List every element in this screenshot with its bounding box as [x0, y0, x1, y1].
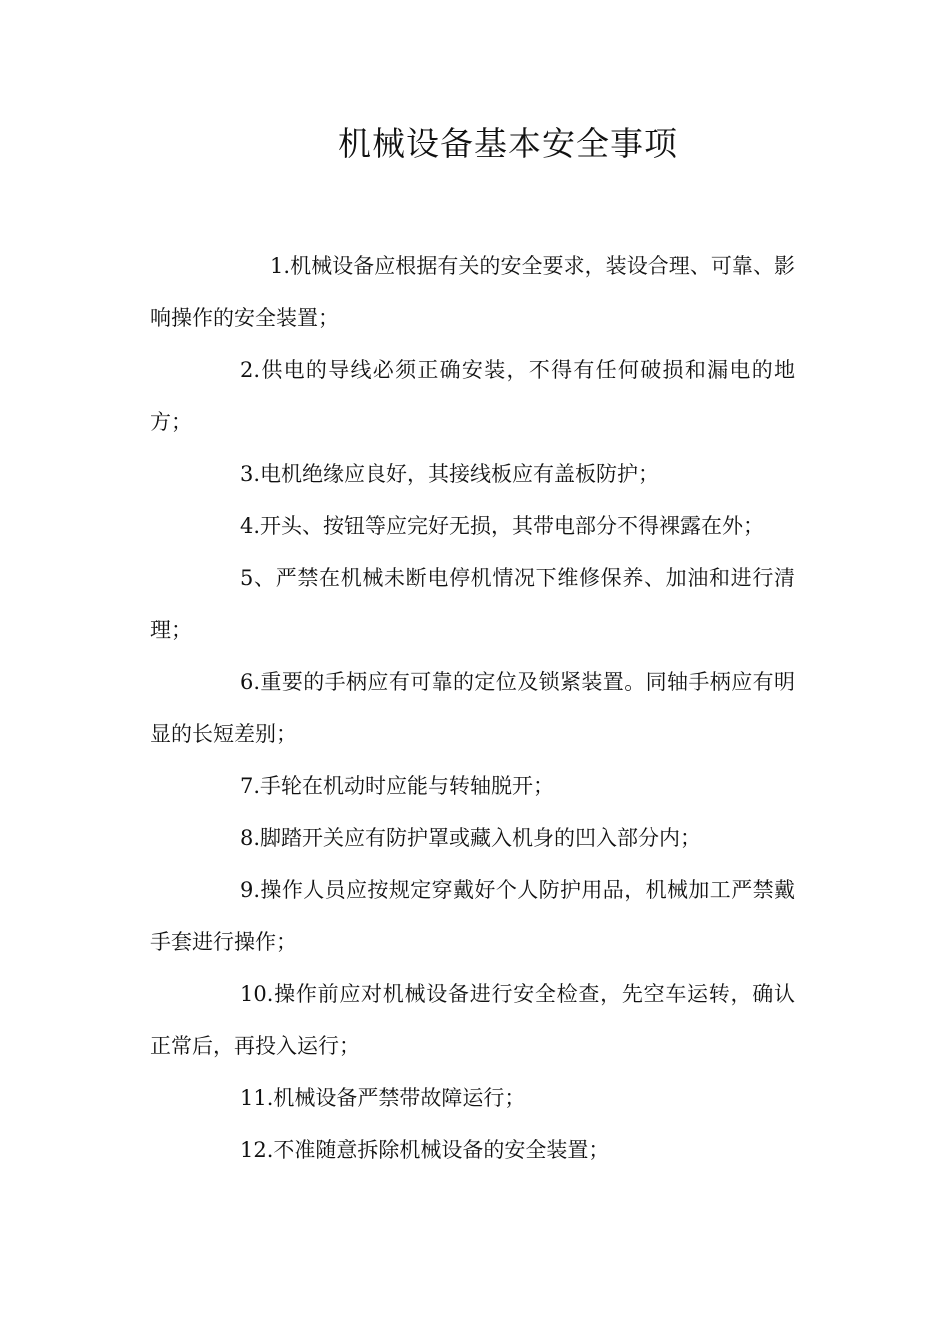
list-item: 1.机械设备应根据有关的安全要求，装设合理、可靠、影响操作的安全装置；	[150, 254, 795, 330]
list-item: 6.重要的手柄应有可靠的定位及锁紧装置。同轴手柄应有明显的长短差别；	[150, 670, 795, 746]
list-item: 2.供电的导线必须正确安装，不得有任何破损和漏电的地方；	[150, 358, 795, 434]
document-body	[150, 240, 795, 1176]
list-item: 3.电机绝缘应良好，其接线板应有盖板防护；	[240, 462, 660, 486]
list-item: 12.不准随意拆除机械设备的安全装置；	[240, 1138, 610, 1162]
list-item: 9.操作人员应按规定穿戴好个人防护用品，机械加工严禁戴手套进行操作；	[150, 878, 795, 954]
list-item: 4.开头、按钮等应完好无损，其带电部分不得裸露在外；	[240, 514, 765, 538]
list-item: 11.机械设备严禁带故障运行；	[240, 1086, 526, 1110]
list-item: 8.脚踏开关应有防护罩或藏入机身的凹入部分内；	[240, 826, 702, 850]
list-item: 10.操作前应对机械设备进行安全检查，先空车运转，确认正常后，再投入运行；	[150, 982, 795, 1058]
list-item: 5、严禁在机械未断电停机情况下维修保养、加油和进行清理；	[150, 566, 795, 642]
document-title: 机械设备基本安全事项	[338, 124, 678, 163]
list-item: 7.手轮在机动时应能与转轴脱开；	[240, 774, 555, 798]
